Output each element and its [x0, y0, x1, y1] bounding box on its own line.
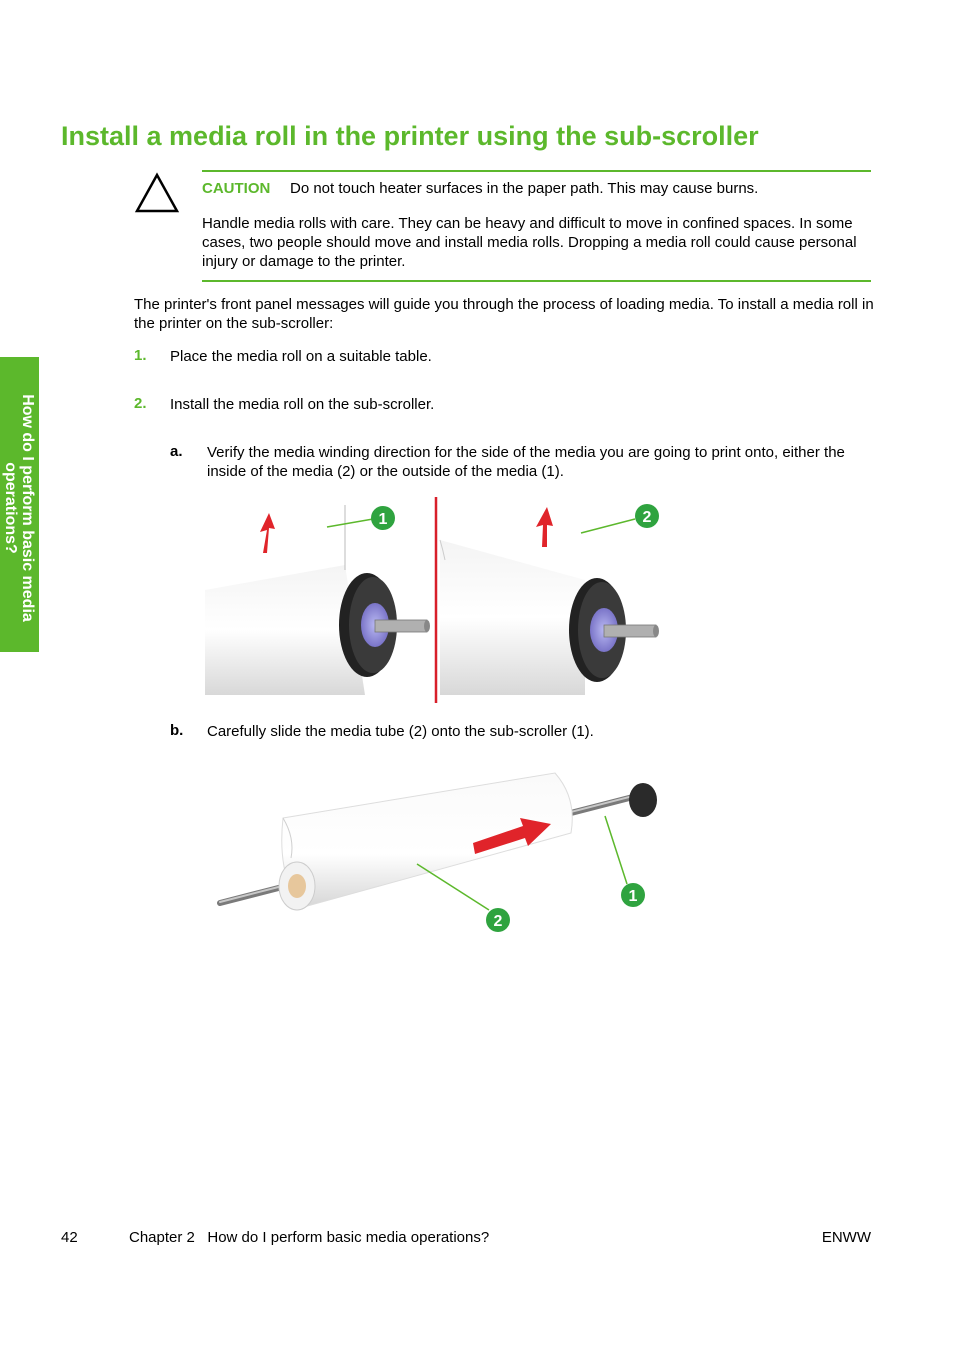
step-2-number: 2.: [134, 395, 147, 412]
callout-line-1: [605, 816, 627, 884]
callout-line-1: [327, 519, 373, 527]
up-arrow-left-icon: [260, 513, 275, 553]
caution-text: Do not touch heater surfaces in the paper path. This may cause burns.: [290, 180, 759, 197]
sub-scroller-figure: [205, 758, 665, 958]
substep-a-text: Verify the media winding direction for the side of the media you are going to print onto, either the inside of the media (2) or the outside of the media (1).: [207, 444, 845, 480]
winding-direction-figure: [205, 495, 665, 705]
substep-b-text: Carefully slide the media tube (2) onto the sub-scroller (1).: [207, 723, 594, 740]
side-tab-label: How do I perform basic media operations?: [2, 394, 36, 622]
footer-chapter: Chapter 2 How do I perform basic media operations?: [129, 1229, 490, 1246]
caution-handling-text: Handle media rolls with care. They can be heavy and difficult to move in confined spaces. In some cases, two people should move and install media rolls. Dropping a media roll could cause personal injury or damage to the printer.: [202, 215, 857, 270]
intro-paragraph: The printer's front panel messages will guide you through the process of loading media. To install a media roll in the printer on the sub-scroller:: [134, 296, 874, 332]
step-1-text: Place the media roll on a suitable table.: [170, 348, 432, 365]
substep-b-letter: b.: [170, 722, 184, 739]
callout-2-number: 2: [493, 913, 503, 930]
callout-line-2: [581, 519, 635, 533]
step-2-text: Install the media roll on the sub-scroller.: [170, 396, 435, 413]
page-title: Install a media roll in the printer using the sub-scroller: [61, 121, 759, 151]
warning-triangle-icon: [134, 172, 180, 214]
footer-code: ENWW: [821, 1229, 871, 1246]
caution-label: CAUTION: [202, 180, 271, 197]
page-number: 42: [61, 1229, 78, 1246]
chapter-side-tab: [0, 357, 39, 652]
step-1-number: 1.: [134, 347, 147, 364]
caution-bottom-rule: [202, 280, 871, 282]
spindle-end-cap: [629, 783, 657, 817]
roll-outside-winding: [205, 505, 430, 695]
roll-inside-winding: [440, 540, 659, 695]
up-arrow-right-icon: [536, 507, 553, 547]
caution-top-rule: [202, 170, 871, 172]
substep-a-letter: a.: [170, 443, 183, 460]
callout-1-number: 1: [378, 511, 388, 528]
callout-line-2: [417, 864, 489, 910]
callout-2-number: 2: [642, 509, 652, 526]
callout-1-number: 1: [628, 888, 638, 905]
